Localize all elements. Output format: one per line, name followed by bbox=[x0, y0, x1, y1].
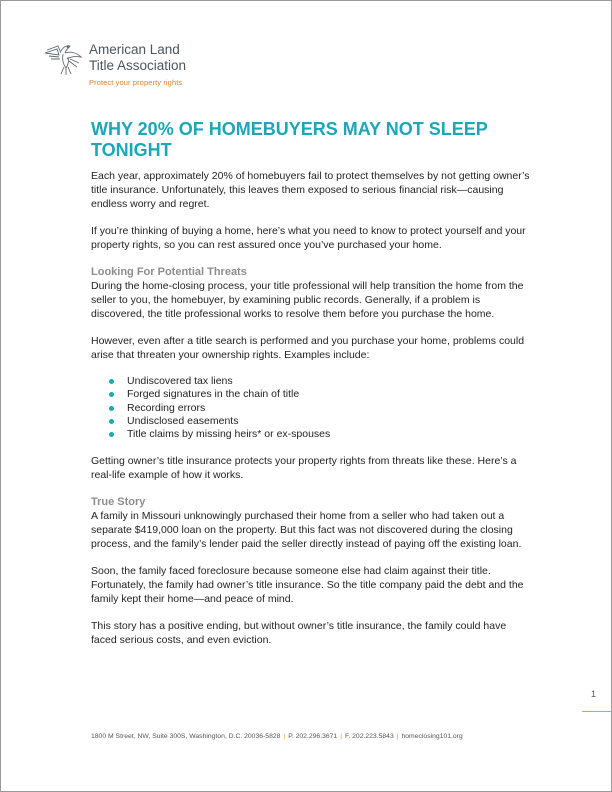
bullet-icon bbox=[109, 379, 114, 384]
logo-name-line2: Title Association bbox=[89, 58, 187, 73]
list-item bbox=[109, 402, 533, 415]
list-item-text: Title claims by missing heirs* or ex-spouses bbox=[127, 428, 331, 441]
bullet-icon bbox=[109, 406, 114, 411]
list-item-text: Forged signatures in the chain of title bbox=[127, 388, 300, 401]
list-item-text: Recording errors bbox=[127, 401, 206, 414]
bullet-icon bbox=[109, 419, 114, 424]
intro-paragraph-1: Each year, approximately 20% of homebuyers fail to protect themselves by not getting owner’s title insurance. Unfortunately, this leaves them exposed to serious financial risk—causing endless worry and regret. bbox=[91, 170, 530, 210]
threats-paragraph-3: Getting owner’s title insurance protects your property rights from threats like these. Here’s a real-life example of how it works. bbox=[91, 455, 517, 482]
threats-bullet-list bbox=[91, 375, 533, 441]
page-title: WHY 20% OF HOMEBUYERS MAY NOT SLEEP TONIGHT bbox=[91, 119, 488, 160]
section-heading-true-story: True Story bbox=[91, 496, 146, 509]
logo-wordmark bbox=[89, 42, 186, 74]
story-paragraph-3: This story has a positive ending, but without owner’s title insurance, the family could have faced serious costs, and even eviction. bbox=[91, 620, 507, 647]
intro-paragraph-2: If you’re thinking of buying a home, here’s what you need to know to protect yourself and your property rights, so you can rest assured once you’ve purchased your home. bbox=[91, 225, 526, 251]
footer-separator: | bbox=[396, 733, 399, 740]
threats-paragraph-2: However, even after a title search is performed and you purchase your home, problems could arise that threaten your ownership rights. Examples include: bbox=[91, 335, 525, 361]
page-number-rule bbox=[582, 711, 612, 712]
threats-paragraph-1: During the home-closing process, your title professional will help transition the home from the seller to you, the homebuyer, by examining public records. Generally, if a problem is discovered, the title professional works to resolve them before you purchase the home. bbox=[91, 280, 524, 320]
page-footer bbox=[91, 733, 463, 740]
footer-separator: | bbox=[340, 733, 342, 740]
bullet-icon bbox=[109, 432, 114, 437]
alta-logo bbox=[41, 41, 241, 91]
list-item bbox=[109, 375, 533, 388]
section-heading-threats: Looking For Potential Threats bbox=[91, 266, 247, 278]
list-item bbox=[109, 428, 533, 441]
eagle-logo-icon bbox=[41, 41, 87, 77]
list-item-text: Undiscovered tax liens bbox=[127, 375, 233, 387]
footer-address: 1800 M Street, NW, Suite 300S, Washington, D.C. 20036-5828 bbox=[91, 733, 281, 740]
footer-phone: P. 202.296.3671 bbox=[288, 733, 338, 740]
bullet-icon bbox=[109, 392, 114, 397]
footer-separator: | bbox=[283, 733, 286, 740]
logo-tagline: Protect your property rights bbox=[89, 78, 183, 87]
story-paragraph-1: A family in Missouri unknowingly purchased their home from a seller who had taken out a separate $419,000 loan on the property. But this fact was not discovered during the closing process, and the family’s lender paid the seller directly instead of paying off the existing loan. bbox=[91, 510, 522, 551]
list-item-text: Undisclosed easements bbox=[127, 414, 239, 427]
list-item bbox=[109, 415, 533, 428]
document-body bbox=[91, 169, 533, 660]
list-item bbox=[109, 388, 533, 401]
logo-name-line1: American Land bbox=[89, 42, 180, 57]
footer-website: homeclosing101.org bbox=[401, 733, 463, 740]
story-paragraph-2: Soon, the family faced foreclosure because someone else had claim against their title. Fortunately, the family had owner’s title insurance. So the title company paid the debt and the family kept their home—and peace of mind. bbox=[91, 565, 524, 606]
page-number: 1 bbox=[591, 689, 597, 699]
footer-fax: F. 202.223.5843 bbox=[344, 733, 394, 740]
